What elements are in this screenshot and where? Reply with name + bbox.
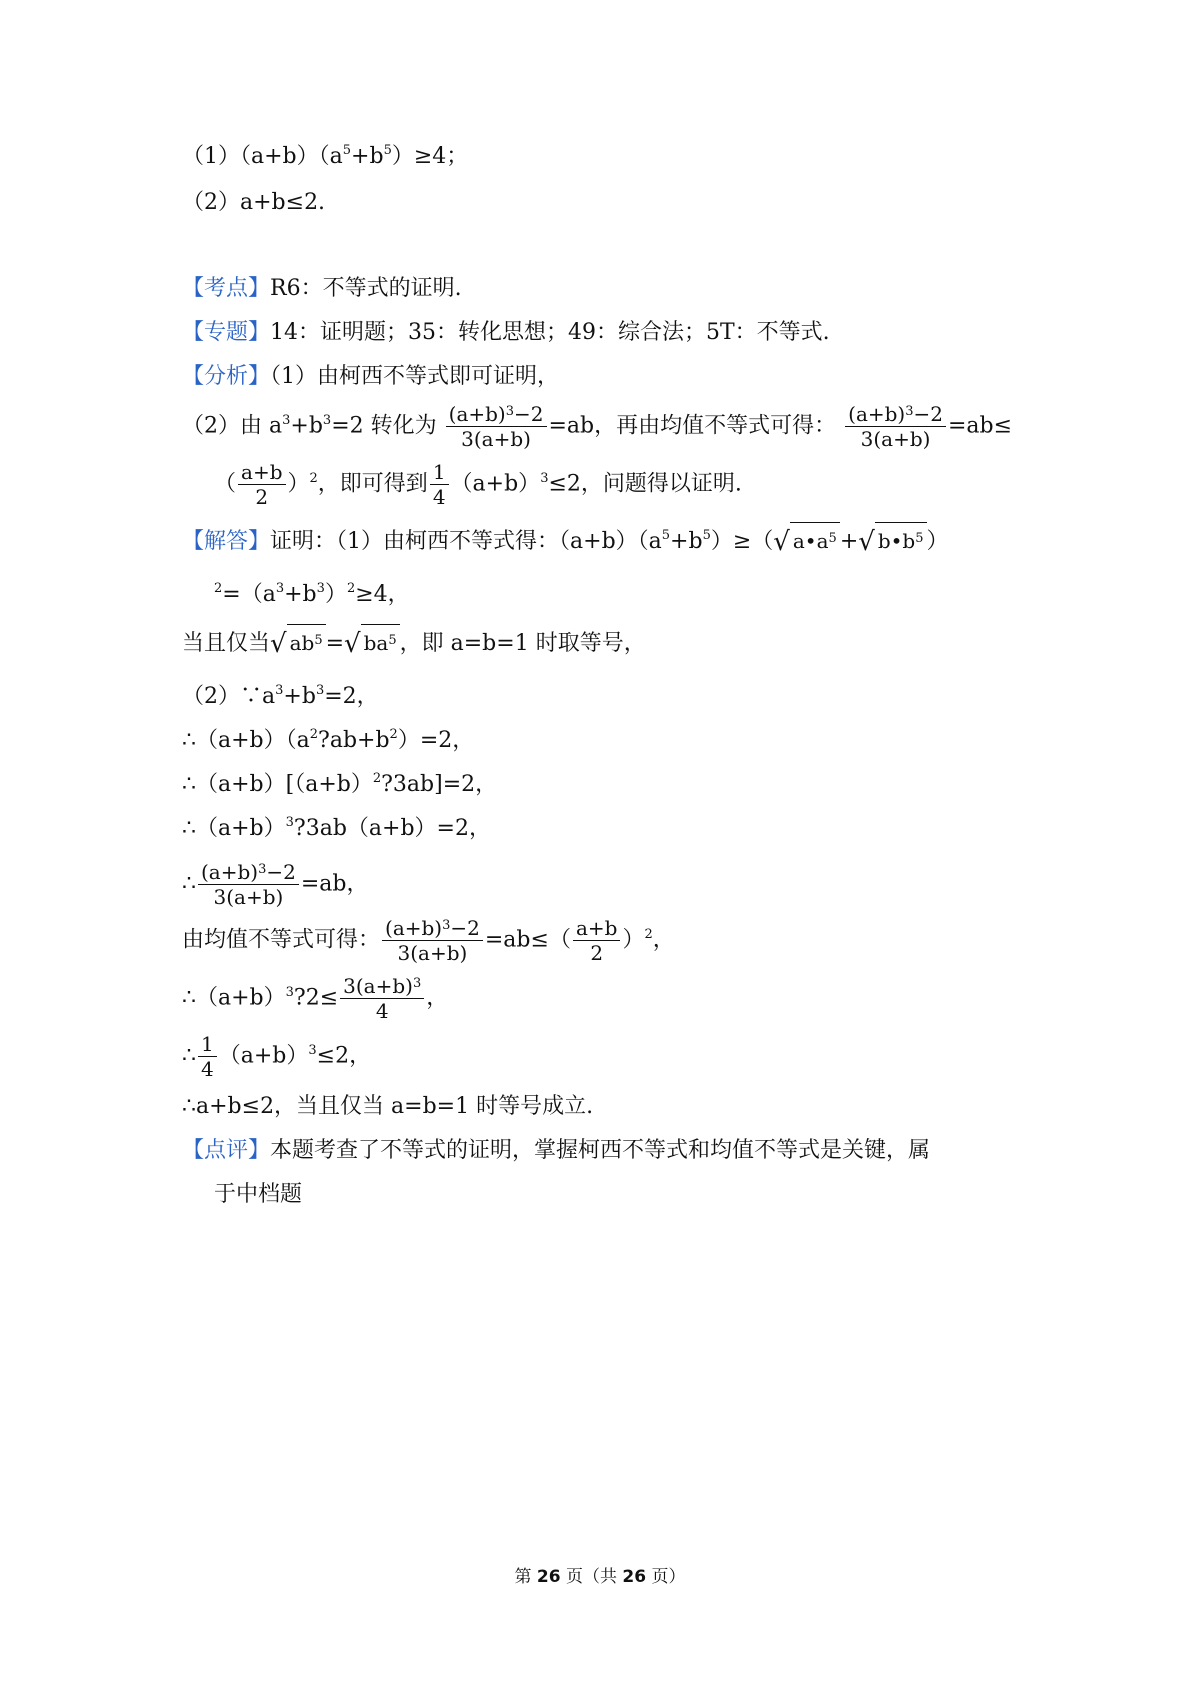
page-number: 26 (536, 1567, 561, 1587)
jieda-line-11: ∴ $\frac{1}{4}$ $(a+b)^3\le 2$， (182, 1032, 372, 1081)
jieda-line-12: ∴a+b≤2，当且仅当 a=b=1 时等号成立. (182, 1094, 594, 1119)
jieda-tag: 【解答】 (182, 529, 271, 554)
dianping-line-1: 【点评】本题考查了不等式的证明，掌握柯西不等式和均值不等式是关键，属 (182, 1138, 931, 1163)
fenxi-tag: 【分析】 (182, 364, 271, 389)
fraction: $\frac{1}{4}$ (430, 462, 449, 507)
zhuanti-tag: 【专题】 (182, 320, 271, 345)
jieda-line-4: $(2)\because a^3+b^3=2$， (182, 683, 379, 709)
sqrt-expression: √ $b•b^5$ (858, 522, 926, 562)
fraction: $\frac{a+b}{2}$ (238, 462, 285, 507)
jieda-line-7: $\therefore(a+b)^3?3ab(a+b)=2$， (182, 815, 491, 841)
fenxi-line-1: 【分析】（1）由柯西不等式即可证明， (182, 364, 560, 389)
problem-part1: $(1)(a+b)(a^5+b^5)\ge 4$； (182, 143, 469, 169)
fraction: $\frac{a+b}{2}$ (573, 918, 620, 963)
dianping-line-2: 于中档题 (214, 1182, 303, 1207)
sqrt-expression: √ $ba^5$ (344, 624, 400, 664)
dianping-tag: 【点评】 (182, 1138, 271, 1163)
kaodian-tag: 【考点】 (182, 276, 271, 301)
sqrt-expression: √ $a•a^5$ (773, 522, 840, 562)
fenxi-line-3: （ $\frac{a+b}{2}$ ）$^2$，即可得到 $\frac{1}{4}$ $(a+b)^3\le 2$，问题得以证明. (214, 460, 742, 509)
jieda-line-6: $\therefore(a+b)[(a+b)^2?3ab]=2$， (182, 771, 498, 797)
jieda-line-10: $\therefore(a+b)^3?2\le$ $\frac{3(a+b)^3}{4}$ ， (182, 974, 449, 1023)
problem-part2: （2）a+b≤2. (182, 190, 326, 215)
fraction: $\frac{(a+b)^3-2}{3(a+b)}$ (845, 404, 946, 449)
page-footer: 第 26 页（共 26 页） (514, 1567, 686, 1587)
zhuanti-line: 【专题】14：证明题；35：转化思想；49：综合法；5T：不等式. (182, 320, 830, 345)
sqrt-expression: √ $ab^5$ (270, 624, 326, 664)
fraction: $\frac{3(a+b)^3}{4}$ (340, 976, 424, 1021)
fraction: $\frac{(a+b)^3-2}{3(a+b)}$ (446, 404, 547, 449)
fraction: $\frac{(a+b)^3-2}{3(a+b)}$ (198, 862, 299, 907)
fraction: $\frac{1}{4}$ (198, 1034, 217, 1079)
jieda-line-5: $\therefore(a+b)(a^2?ab+b^2)=2$， (182, 727, 475, 753)
jieda-line-9: 由均值不等式可得： $\frac{(a+b)^3-2}{3(a+b)}$ =ab≤（ $\frac{a+b}{2}$ ）$^2$， (182, 916, 675, 965)
jieda-line-3: 当且仅当√ $ab^5$ =√ $ba^5$ ，即 a=b=1 时取等号， (182, 624, 646, 664)
jieda-line-1: 【解答】证明：（1）由柯西不等式得：$(a+b)(a^5+b^5)\ge(√$ $a•a^5$ +√ $b•b^5$ ） (182, 522, 949, 562)
jieda-line-2: $^2=(a^3+b^3)^2\ge 4$， (214, 581, 410, 607)
kaodian-line: 【考点】R6：不等式的证明. (182, 276, 462, 301)
fraction: $\frac{(a+b)^3-2}{3(a+b)}$ (382, 918, 483, 963)
page-total: 26 (622, 1567, 647, 1587)
jieda-line-8: ∴ $\frac{(a+b)^3-2}{3(a+b)}$ =ab， (182, 860, 369, 909)
fenxi-line-2: （2）由 $a^3+b^3=2$ 转化为 $\frac{(a+b)^3-2}{3(a+b)}$ =ab，再由均值不等式可得： $\frac{(a+b)^3-2}{3(a+b)}$ =ab≤ (182, 402, 1013, 451)
